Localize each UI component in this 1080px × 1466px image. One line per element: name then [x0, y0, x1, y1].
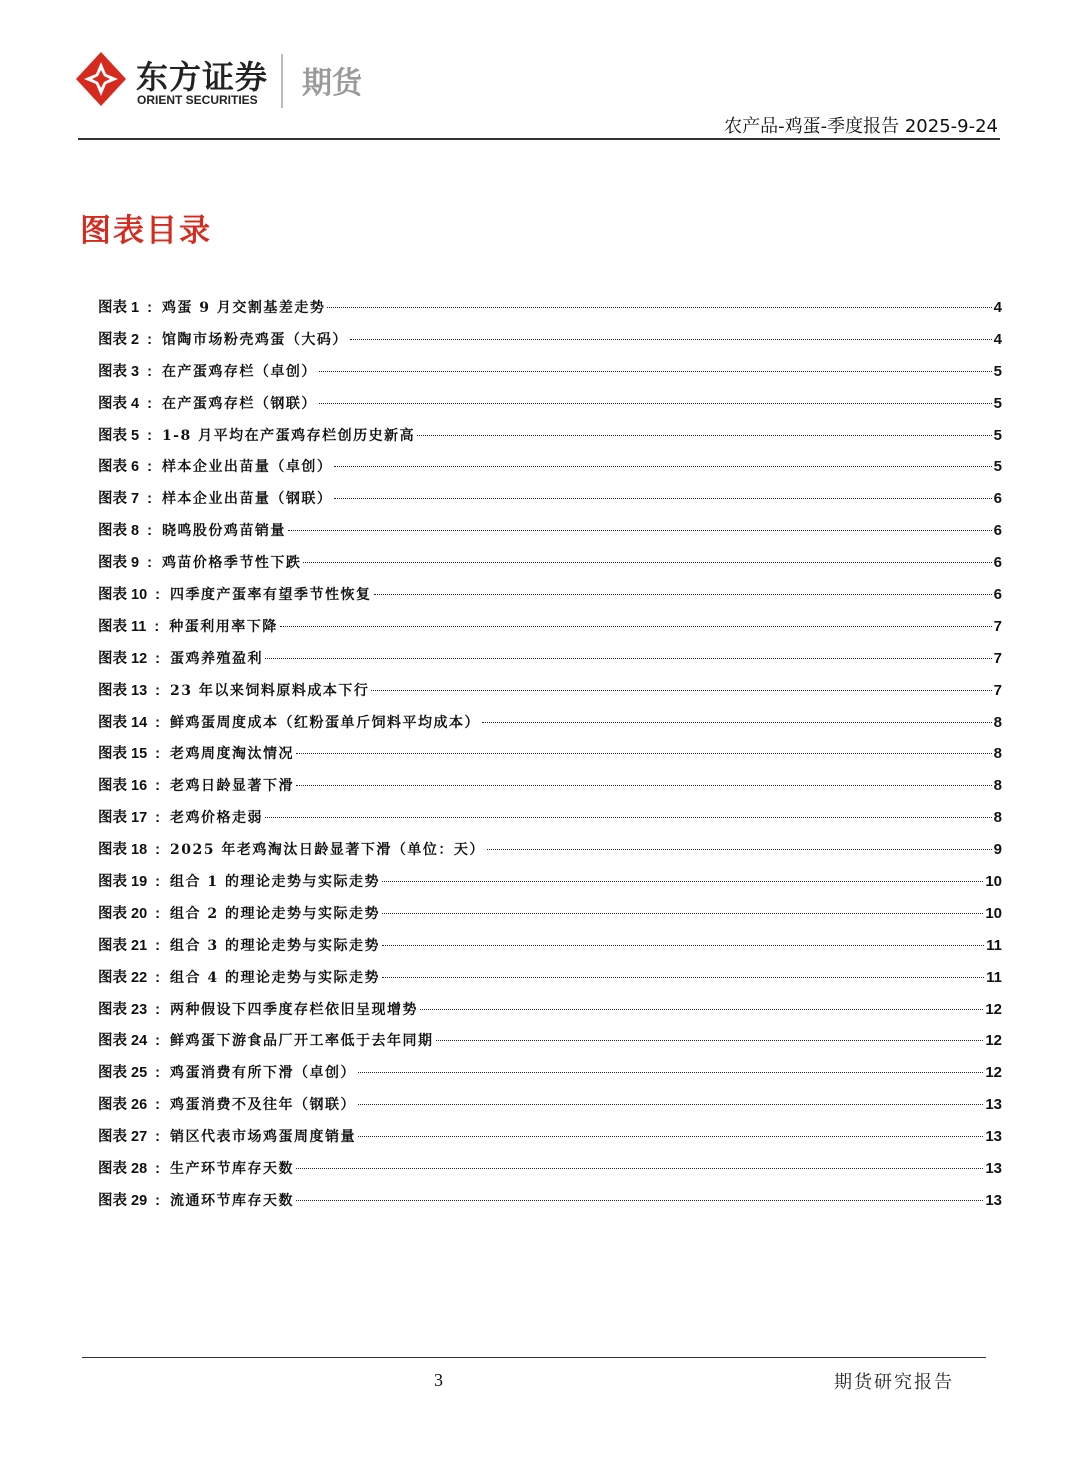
- toc-entry-page: 12: [985, 1064, 1002, 1082]
- toc-entry-label: 图表 20: [98, 905, 148, 922]
- toc-entry-page: 5: [993, 394, 1002, 412]
- toc-entry-title: 老鸡价格走弱: [170, 810, 264, 827]
- toc-dot-leader: [296, 785, 992, 786]
- toc-entry-page: 11: [986, 936, 1002, 954]
- logo-name-en: ORIENT SECURITIES: [137, 93, 258, 107]
- company-logo: [74, 50, 374, 112]
- toc-entry-title: 馆陶市场粉壳鸡蛋（大码）: [161, 331, 348, 348]
- toc-entry[interactable]: [98, 770, 1002, 802]
- toc-entry-colon: :: [147, 363, 152, 380]
- toc-entry[interactable]: [98, 1057, 1002, 1089]
- toc-entry-title: 种蛋利用率下降: [169, 618, 278, 635]
- toc-dot-leader: [296, 753, 992, 754]
- toc-dot-leader: [327, 307, 991, 308]
- toc-dot-leader: [319, 371, 992, 372]
- toc-entry-title: 1-8 月平均在产蛋鸡存栏创历史新高: [161, 427, 416, 444]
- toc-dot-leader: [382, 913, 983, 914]
- toc-entry-label: 图表 12: [98, 650, 148, 667]
- toc-entry-title: 在产蛋鸡存栏（卓创）: [161, 363, 317, 380]
- toc-entry[interactable]: [98, 930, 1002, 962]
- header-divider: [78, 138, 1000, 140]
- toc-entry[interactable]: [98, 611, 1002, 643]
- toc-entry-title: 晓鸣股份鸡苗销量: [161, 523, 286, 540]
- toc-entry-label: 图表 22: [98, 969, 148, 986]
- toc-entry-page: 5: [993, 426, 1002, 444]
- toc-entry[interactable]: [98, 547, 1002, 579]
- toc-entry-title: 生产环节库存天数: [170, 1161, 295, 1178]
- toc-entry-title: 蛋鸡养殖盈利: [170, 650, 264, 667]
- toc-entry-page: 4: [993, 330, 1002, 348]
- toc-entry-title: 23 年以来饲料原料成本下行: [170, 682, 370, 699]
- logo-name-cn: 东方证券: [136, 58, 269, 96]
- toc-entry-label: 图表 11: [98, 618, 147, 635]
- toc-entry[interactable]: [98, 1185, 1002, 1217]
- toc-entry-label: 图表 2: [98, 331, 140, 348]
- toc-dot-leader: [288, 530, 992, 531]
- toc-entry-label: 图表 9: [98, 555, 140, 572]
- toc-entry-label: 图表 28: [98, 1161, 148, 1178]
- toc-entry-label: 图表 21: [98, 937, 148, 954]
- toc-entry-page: 10: [985, 873, 1002, 891]
- toc-entry[interactable]: [98, 1025, 1002, 1057]
- toc-entry[interactable]: [98, 1153, 1002, 1185]
- toc-entry-page: 13: [985, 1128, 1002, 1146]
- toc-entry-colon: :: [155, 714, 161, 731]
- toc-entry-colon: :: [155, 1001, 161, 1018]
- toc-entry[interactable]: [98, 420, 1002, 452]
- toc-entry-colon: :: [155, 874, 161, 891]
- toc-entry-colon: :: [147, 427, 152, 444]
- toc-entry-page: 4: [993, 299, 1002, 316]
- logo-division: 期货: [302, 66, 362, 101]
- toc-entry[interactable]: [98, 515, 1002, 547]
- toc-entry-title: 组合 1 的理论走势与实际走势: [170, 874, 381, 891]
- toc-entry-colon: :: [155, 1065, 161, 1082]
- toc-entry[interactable]: [98, 388, 1002, 420]
- logo-divider: [281, 54, 283, 108]
- toc-entry-label: 图表 7: [98, 491, 140, 508]
- toc-dot-leader: [296, 1168, 983, 1169]
- toc-entry[interactable]: [98, 802, 1002, 834]
- toc-entry[interactable]: [98, 292, 1002, 324]
- toc-entry[interactable]: [98, 866, 1002, 898]
- toc-entry-colon: :: [155, 746, 161, 763]
- toc-entry-title: 在产蛋鸡存栏（钢联）: [161, 395, 317, 412]
- toc-dot-leader: [280, 626, 992, 627]
- toc-entry-colon: :: [155, 905, 161, 922]
- toc-entry[interactable]: [98, 483, 1002, 515]
- toc-entry-title: 流通环节库存天数: [170, 1192, 295, 1209]
- toc-dot-leader: [420, 1009, 983, 1010]
- toc-entry[interactable]: [98, 675, 1002, 707]
- toc-dot-leader: [417, 435, 992, 436]
- toc-entry[interactable]: [98, 356, 1002, 388]
- toc-entry[interactable]: [98, 643, 1002, 675]
- toc-entry-colon: :: [155, 682, 161, 699]
- toc-entry-page: 13: [985, 1096, 1002, 1114]
- toc-entry-title: 组合 4 的理论走势与实际走势: [170, 969, 381, 986]
- toc-entry-page: 10: [985, 904, 1002, 922]
- toc-entry-label: 图表 4: [98, 395, 140, 412]
- toc-entry-colon: :: [155, 1033, 161, 1050]
- toc-entry-page: 7: [993, 649, 1002, 667]
- toc-entry-title: 鸡蛋 9 月交割基差走势: [161, 300, 326, 316]
- toc-entry-label: 图表 19: [98, 874, 148, 891]
- toc-dot-leader: [382, 945, 984, 946]
- toc-entry-page: 12: [985, 1032, 1002, 1050]
- toc-entry-page: 13: [985, 1160, 1002, 1178]
- toc-dot-leader: [296, 1200, 983, 1201]
- report-title: 农产品-鸡蛋-季度报告 2025-9-24: [724, 116, 998, 137]
- toc-entry-colon: :: [155, 937, 161, 954]
- toc-entry[interactable]: [98, 1121, 1002, 1153]
- toc-entry-page: 8: [993, 745, 1002, 763]
- toc-entry-title: 两种假设下四季度存栏依旧呈现增势: [170, 1001, 419, 1018]
- toc-entry[interactable]: [98, 962, 1002, 994]
- toc-entry[interactable]: [98, 579, 1002, 611]
- toc-dot-leader: [350, 339, 992, 340]
- toc-entry-colon: :: [155, 778, 161, 795]
- toc-entry-label: 图表 15: [98, 746, 148, 763]
- toc-entry-colon: :: [155, 969, 161, 986]
- toc-entry-page: 11: [986, 968, 1002, 986]
- toc-dot-leader: [482, 722, 992, 723]
- figure-toc-list: [98, 292, 1002, 1217]
- toc-entry[interactable]: [98, 707, 1002, 739]
- toc-entry-page: 6: [993, 490, 1002, 508]
- footer-doc-type: 期货研究报告: [834, 1372, 954, 1393]
- toc-entry[interactable]: [98, 738, 1002, 770]
- toc-entry-colon: :: [155, 1161, 161, 1178]
- toc-entry[interactable]: [98, 1089, 1002, 1121]
- toc-entry-title: 老鸡日龄显著下滑: [170, 778, 295, 795]
- toc-entry-colon: :: [154, 618, 160, 635]
- toc-entry-title: 鸡苗价格季节性下跌: [161, 555, 302, 572]
- toc-entry-page: 7: [993, 617, 1002, 635]
- toc-entry-colon: :: [147, 331, 152, 348]
- toc-entry-colon: :: [155, 810, 161, 827]
- toc-entry-label: 图表 10: [98, 587, 148, 604]
- orient-securities-logo-icon: [74, 50, 128, 108]
- toc-entry-colon: :: [155, 587, 161, 604]
- toc-entry-colon: :: [147, 555, 152, 572]
- toc-entry-page: 7: [993, 681, 1002, 699]
- toc-entry-colon: :: [147, 491, 152, 508]
- toc-entry-label: 图表 13: [98, 682, 148, 699]
- toc-dot-leader: [436, 1040, 984, 1041]
- toc-entry-title: 样本企业出苗量（钢联）: [161, 491, 333, 508]
- toc-entry-page: 8: [993, 809, 1002, 827]
- toc-entry[interactable]: [98, 451, 1002, 483]
- toc-entry-label: 图表 14: [98, 714, 148, 731]
- toc-entry-label: 图表 23: [98, 1001, 148, 1018]
- toc-dot-leader: [319, 403, 992, 404]
- toc-entry-page: 5: [993, 458, 1002, 476]
- toc-entry[interactable]: [98, 994, 1002, 1026]
- toc-entry-label: 图表 8: [98, 523, 140, 540]
- toc-entry-colon: :: [147, 300, 152, 316]
- toc-entry-page: 6: [993, 522, 1002, 540]
- toc-entry-label: 图表 26: [98, 1097, 148, 1114]
- toc-entry-label: 图表 6: [98, 459, 140, 476]
- toc-entry-label: 图表 29: [98, 1192, 148, 1209]
- toc-entry-page: 5: [993, 362, 1002, 380]
- toc-entry-label: 图表 25: [98, 1065, 148, 1082]
- toc-entry-colon: :: [147, 395, 152, 412]
- toc-entry-title: 鲜鸡蛋下游食品厂开工率低于去年同期: [170, 1033, 434, 1050]
- toc-dot-leader: [265, 658, 992, 659]
- toc-entry-label: 图表 18: [98, 842, 148, 859]
- toc-entry-colon: :: [147, 459, 152, 476]
- toc-dot-leader: [358, 1072, 983, 1073]
- toc-dot-leader: [265, 817, 992, 818]
- toc-entry-title: 销区代表市场鸡蛋周度销量: [170, 1129, 357, 1146]
- toc-entry-colon: :: [147, 523, 152, 540]
- toc-entry-page: 8: [993, 777, 1002, 795]
- toc-dot-leader: [382, 881, 983, 882]
- toc-entry-colon: :: [155, 650, 161, 667]
- toc-entry-page: 13: [985, 1191, 1002, 1209]
- toc-entry-page: 8: [993, 713, 1002, 731]
- toc-dot-leader: [358, 1104, 983, 1105]
- toc-entry-label: 图表 17: [98, 810, 148, 827]
- footer-divider: [82, 1357, 986, 1358]
- toc-dot-leader: [334, 498, 991, 499]
- toc-dot-leader: [382, 977, 984, 978]
- toc-entry-label: 图表 5: [98, 427, 140, 444]
- toc-entry-title: 老鸡周度淘汰情况: [170, 746, 295, 763]
- toc-entry-colon: :: [155, 1192, 161, 1209]
- toc-entry-title: 鸡蛋消费有所下滑（卓创）: [170, 1065, 357, 1082]
- toc-entry-title: 样本企业出苗量（卓创）: [161, 459, 333, 476]
- toc-entry-page: 9: [993, 841, 1002, 859]
- toc-heading: 图表目录: [80, 213, 212, 249]
- toc-entry-page: 6: [993, 586, 1002, 604]
- toc-entry[interactable]: [98, 324, 1002, 356]
- toc-entry-colon: :: [155, 1097, 161, 1114]
- toc-entry-label: 图表 1: [98, 300, 140, 316]
- toc-entry-colon: :: [155, 842, 161, 859]
- toc-entry-label: 图表 16: [98, 778, 148, 795]
- toc-entry-title: 四季度产蛋率有望季节性恢复: [170, 587, 372, 604]
- toc-entry-page: 6: [993, 554, 1002, 572]
- toc-dot-leader: [374, 594, 992, 595]
- toc-entry-label: 图表 27: [98, 1129, 148, 1146]
- toc-entry-title: 鲜鸡蛋周度成本（红粉蛋单斤饲料平均成本）: [170, 714, 481, 731]
- toc-entry[interactable]: [98, 898, 1002, 930]
- toc-dot-leader: [358, 1136, 983, 1137]
- toc-dot-leader: [303, 562, 991, 563]
- toc-entry-label: 图表 3: [98, 363, 140, 380]
- toc-entry-label: 图表 24: [98, 1033, 148, 1050]
- toc-dot-leader: [334, 466, 991, 467]
- toc-dot-leader: [371, 690, 991, 691]
- toc-entry-title: 2025 年老鸡淘汰日龄显著下滑（单位：天）: [170, 842, 485, 859]
- toc-entry-page: 12: [985, 1000, 1002, 1018]
- toc-dot-leader: [487, 849, 992, 850]
- toc-entry-title: 组合 3 的理论走势与实际走势: [170, 937, 381, 954]
- toc-entry-title: 鸡蛋消费不及往年（钢联）: [170, 1097, 357, 1114]
- toc-entry-title: 组合 2 的理论走势与实际走势: [170, 905, 381, 922]
- toc-entry[interactable]: [98, 834, 1002, 866]
- toc-entry-colon: :: [155, 1129, 161, 1146]
- page-number: 3: [434, 1370, 443, 1390]
